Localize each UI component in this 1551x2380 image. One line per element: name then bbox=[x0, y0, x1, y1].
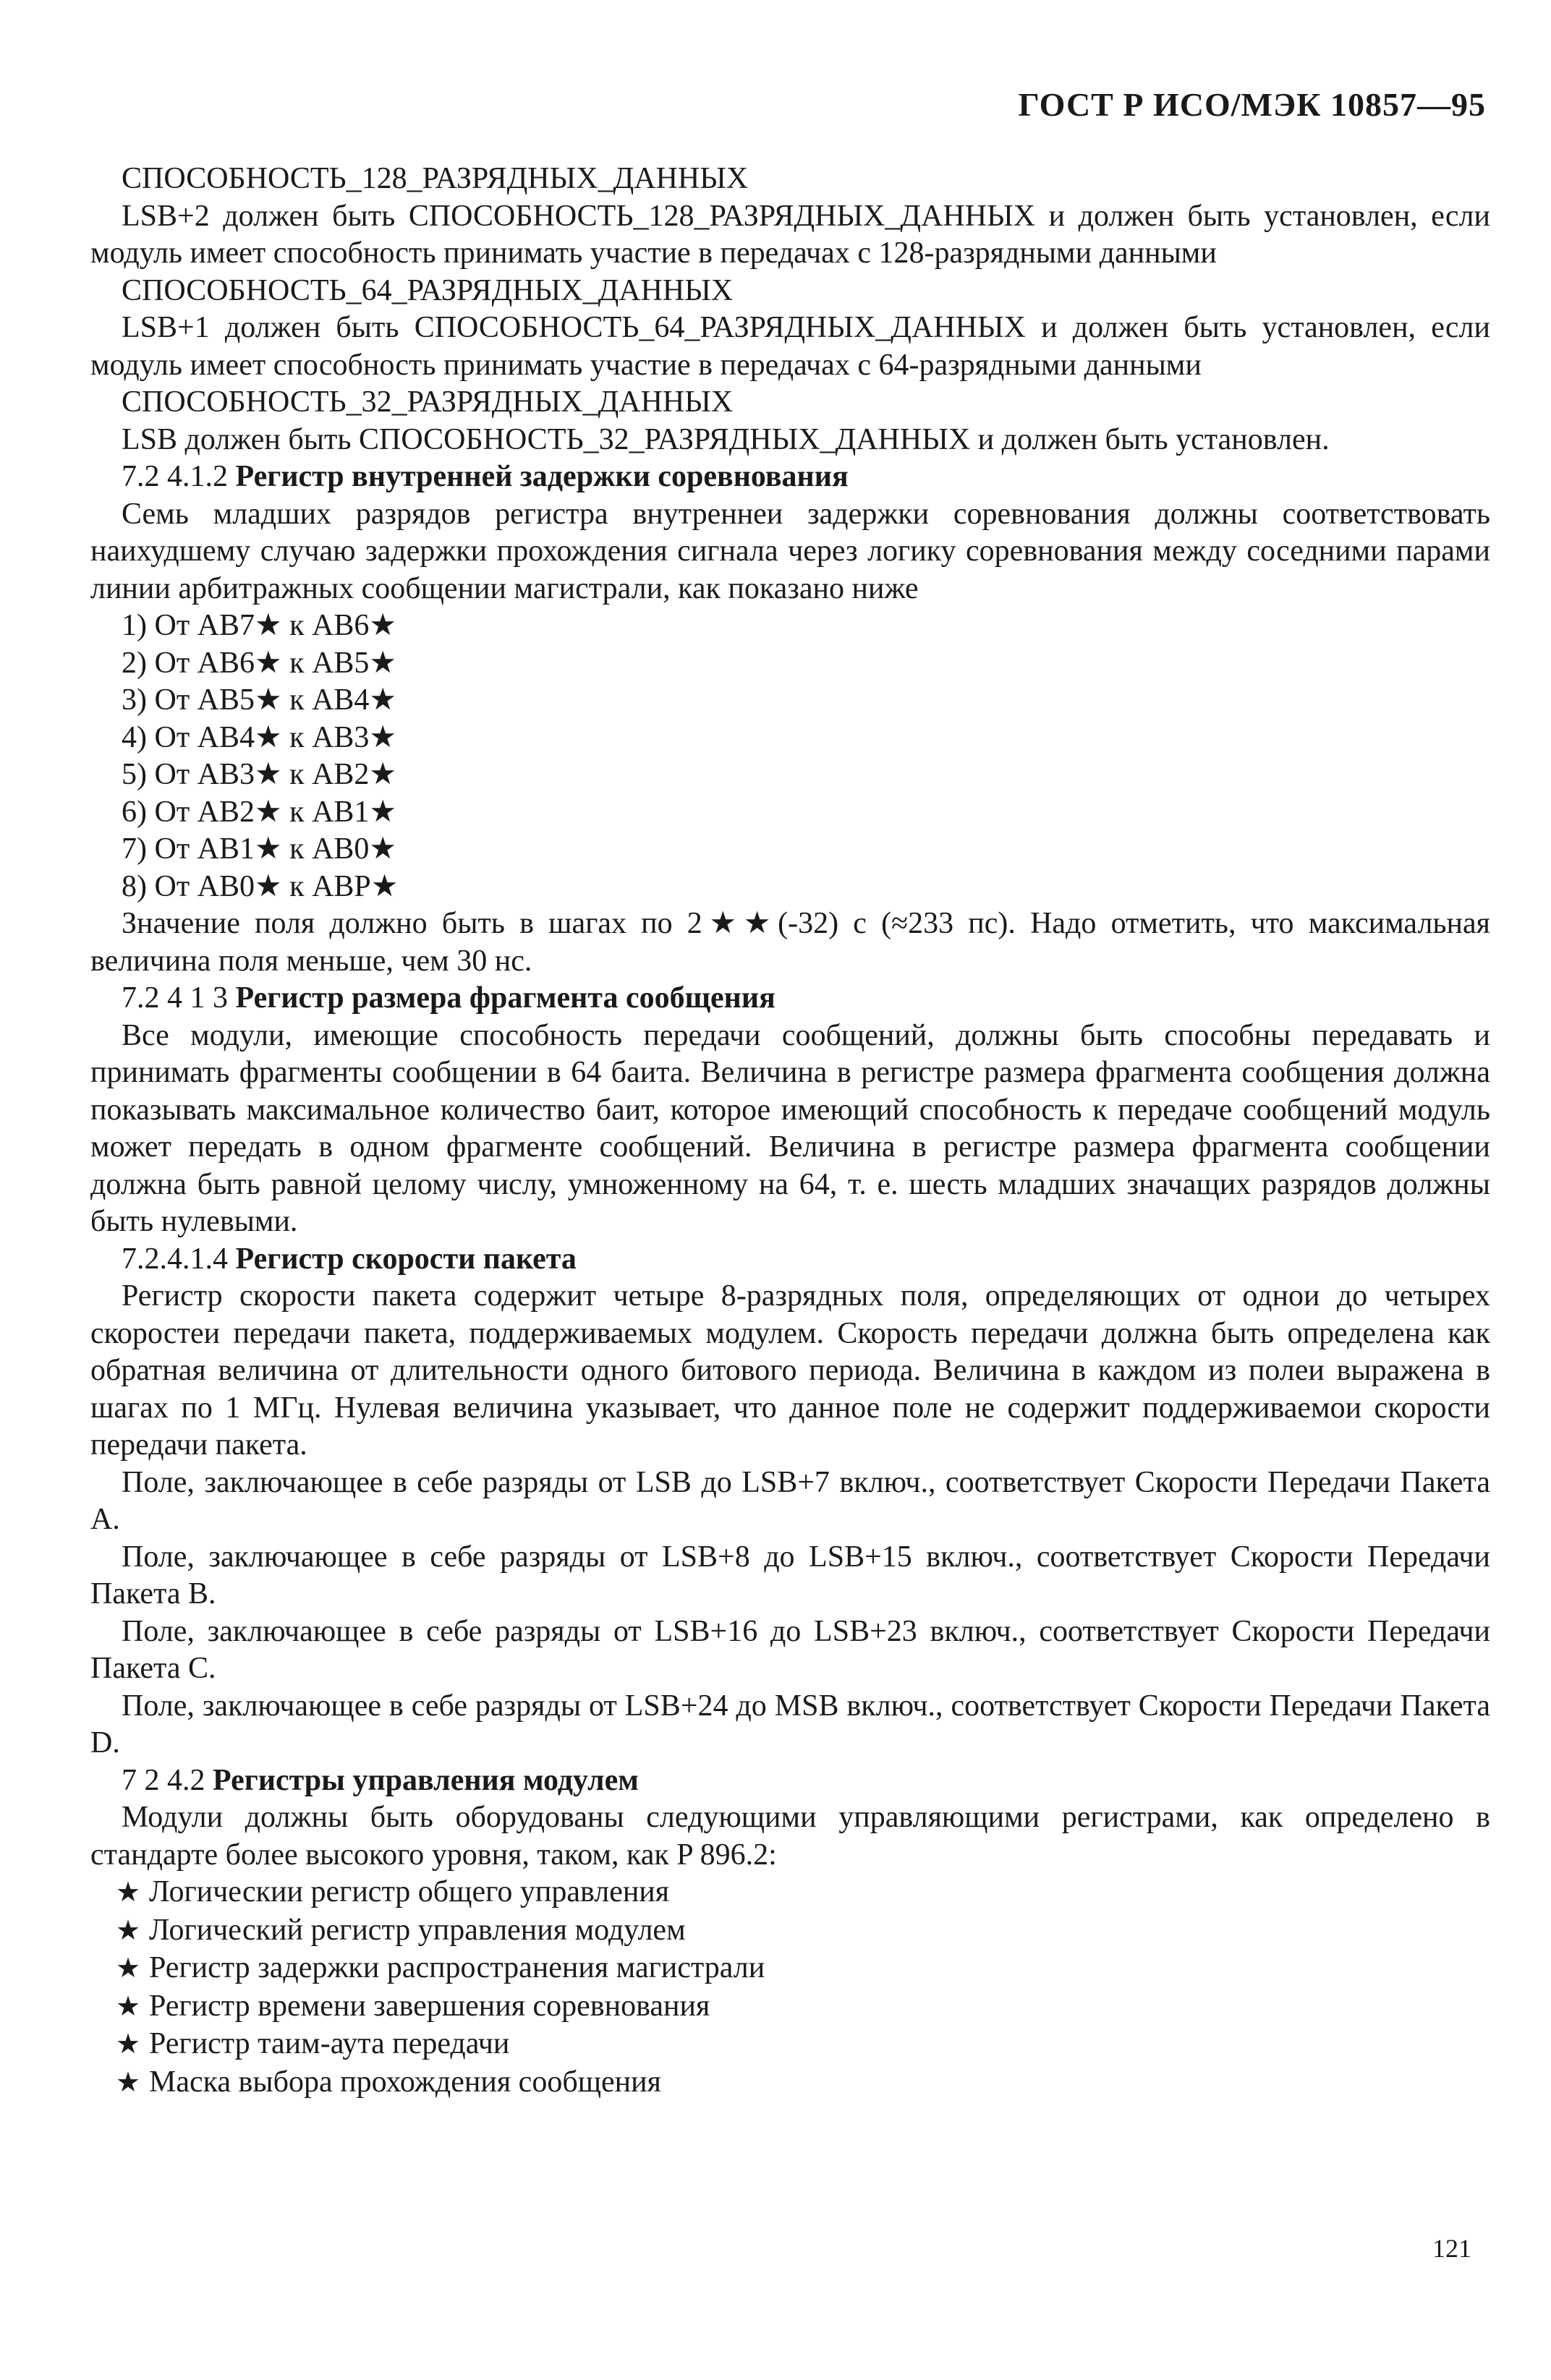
section-title: Регистр размера фрагмента сообщения bbox=[235, 981, 776, 1015]
page-header: ГОСТ Р ИСО/МЭК 10857—95 bbox=[1018, 86, 1486, 123]
paragraph: Регистр скорости пакета содержит четыре 8-разрядных поля, определяющих от однои до четырех скоростеи передачи пакета, поддерживаемых модулем. Скорость передачи должна быть определена как обратная величина от длительности одного битового периода. Величина в каждом из полеи выражена в шагах по 1 МГц. Нулевая величина указывает, что данное поле не содержит поддерживаемои скорости передачи пакета. bbox=[90, 1279, 1490, 1462]
star-bullet-icon: ★ bbox=[116, 2029, 141, 2060]
list-item bbox=[90, 1950, 1490, 1988]
text-line: СПОСОБНОСТЬ_32_РАЗРЯДНЫХ_ДАННЫХ bbox=[122, 385, 734, 419]
section-number: 7 2 4.2 bbox=[122, 1763, 205, 1797]
section-heading bbox=[90, 1241, 1490, 1279]
star-bullet-icon: ★ bbox=[116, 2067, 141, 2098]
list-item-text: Регистр таим-аута передачи bbox=[149, 2027, 510, 2060]
paragraph: Значение поля должно быть в шагах по 2★★(-32) с (≈233 пс). Надо отметить, что максимальная величина поля меньше, чем 30 нс. bbox=[90, 907, 1490, 978]
list-item-text: Логический регистр управления модулем bbox=[149, 1913, 686, 1947]
star-bullet-icon: ★ bbox=[116, 1953, 141, 1984]
paragraph: Семь младших разрядов регистра внутреннеи задержки соревнования должны соответствовать наихудшему случаю задержки прохождения сигнала через логику соревнования между соседними парами линии арбитражных сообщении магистрали, как показано ниже bbox=[90, 497, 1490, 605]
section-heading bbox=[90, 458, 1490, 496]
section-heading bbox=[90, 1762, 1490, 1800]
list-item bbox=[90, 1912, 1490, 1950]
section-number: 7.2 4 1 3 bbox=[122, 981, 228, 1015]
paragraph: LSB должен быть СПОСОБНОСТЬ_32_РАЗРЯДНЫХ_ДАННЫХ и должен быть установлен. bbox=[122, 422, 1330, 456]
text-line: 1) От AB7★ к AB6★ bbox=[122, 609, 397, 642]
list-item-text: Маска выбора прохождения сообщения bbox=[149, 2065, 661, 2099]
paragraph: LSB+1 должен быть СПОСОБНОСТЬ_64_РАЗРЯДНЫХ_ДАННЫХ и должен быть установлен, если модуль имеет способность принимать участие в передачах с 64-разрядными данными bbox=[90, 311, 1490, 382]
text-line: СПОСОБНОСТЬ_128_РАЗРЯДНЫХ_ДАННЫХ bbox=[122, 162, 749, 195]
list-item-text: Логическии регистр общего управления bbox=[149, 1875, 670, 1908]
list-item bbox=[90, 2026, 1490, 2064]
page-body bbox=[90, 161, 1490, 2102]
list-item-text: Регистр времени завершения соревнования bbox=[149, 1989, 710, 2023]
paragraph: LSB+2 должен быть СПОСОБНОСТЬ_128_РАЗРЯДНЫХ_ДАННЫХ и должен быть установлен, если модуль имеет способность принимать участие в передачах с 128-разрядными данными bbox=[90, 199, 1490, 270]
text-line: 4) От AB4★ к AB3★ bbox=[122, 720, 397, 754]
text-line: СПОСОБНОСТЬ_64_РАЗРЯДНЫХ_ДАННЫХ bbox=[122, 273, 734, 307]
paragraph: Поле, заключающее в себе разряды от LSB+24 до MSB включ., соответствует Скорости Передачи Пакета D. bbox=[90, 1689, 1490, 1760]
section-number: 7.2 4.1.2 bbox=[122, 460, 228, 493]
star-bullet-icon: ★ bbox=[116, 1877, 141, 1908]
section-title: Регистры управления модулем bbox=[213, 1763, 639, 1797]
list-item bbox=[90, 1988, 1490, 2026]
section-heading bbox=[90, 980, 1490, 1018]
section-title: Регистр внутренней задержки соревнования bbox=[235, 460, 849, 493]
page-number: 121 bbox=[1432, 2234, 1471, 2263]
section-title: Регистр скорости пакета bbox=[235, 1242, 577, 1276]
paragraph: Поле, заключающее в себе разряды от LSB+8 до LSB+15 включ., соответствует Скорости Передачи Пакета В. bbox=[90, 1540, 1490, 1611]
text-line: 8) От AB0★ к ABP★ bbox=[122, 869, 399, 903]
paragraph: Все модули, имеющие способность передачи сообщений, должны быть способны передавать и принимать фрагменты сообщении в 64 баита. Величина в регистре размера фрагмента сообщения должна показывать максимальное количество баит, которое имеющий способность к передаче сообщений модуль может передать в одном фрагменте сообщений. Величина в регистре размера фрагмента сообщении должна быть равной целому числу, умноженному на 64, т. е. шесть младших значащих разрядов должны быть нулевыми. bbox=[90, 1018, 1490, 1238]
text-line: 5) От AB3★ к AB2★ bbox=[122, 758, 397, 791]
star-bullet-icon: ★ bbox=[116, 1991, 141, 2022]
star-bullet-icon: ★ bbox=[116, 1915, 141, 1946]
text-line: 6) От AB2★ к AB1★ bbox=[122, 795, 397, 829]
list-item bbox=[90, 1874, 1490, 1912]
list-item bbox=[90, 2064, 1490, 2102]
section-number: 7.2.4.1.4 bbox=[122, 1242, 228, 1276]
text-line: 3) От AB5★ к AB4★ bbox=[122, 683, 397, 717]
text-line: 2) От AB6★ к AB5★ bbox=[122, 646, 397, 680]
paragraph: Поле, заключающее в себе разряды от LSB до LSB+7 включ., соответствует Скорости Передачи Пакета А. bbox=[90, 1465, 1490, 1536]
list-item-text: Регистр задержки распространения магистрали bbox=[149, 1951, 765, 1984]
text-line: 7) От AB1★ к AB0★ bbox=[122, 832, 397, 866]
paragraph: Поле, заключающее в себе разряды от LSB+16 до LSB+23 включ., соответствует Скорости Передачи Пакета С. bbox=[90, 1614, 1490, 1685]
paragraph: Модули должны быть оборудованы следующими управляющими регистрами, как определено в стандарте более высокого уровня, таком, как P 896.2: bbox=[90, 1801, 1490, 1872]
